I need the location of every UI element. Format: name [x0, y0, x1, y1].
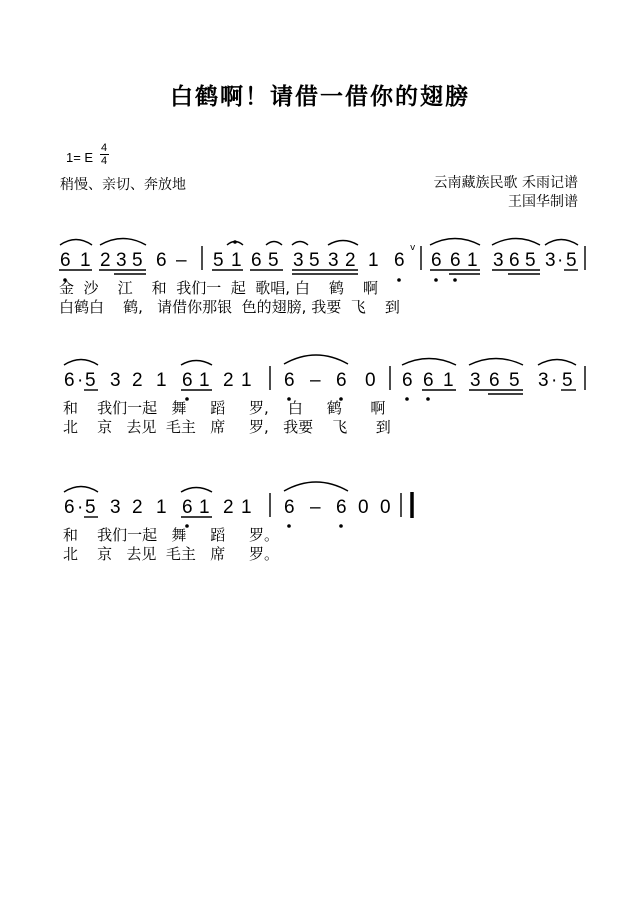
svg-text:6: 6 — [60, 250, 71, 271]
svg-text:0: 0 — [365, 370, 376, 391]
lyric-line: 北 京 去见 毛主 席 罗。 — [63, 545, 280, 563]
svg-text:5: 5 — [268, 250, 279, 271]
svg-text:3: 3 — [116, 250, 127, 271]
svg-text:2: 2 — [132, 497, 143, 518]
svg-text:6: 6 — [336, 370, 347, 391]
svg-text:5: 5 — [525, 250, 536, 271]
key-signature: 1= E — [66, 150, 94, 165]
svg-text:1: 1 — [199, 370, 210, 391]
svg-text:1: 1 — [241, 370, 252, 391]
svg-text:1: 1 — [199, 497, 210, 518]
svg-text:6: 6 — [64, 370, 75, 391]
svg-text:1: 1 — [156, 497, 167, 518]
svg-text:3: 3 — [110, 370, 121, 391]
svg-text:·: · — [557, 250, 564, 271]
svg-text:5: 5 — [509, 370, 520, 391]
svg-text:2: 2 — [223, 497, 234, 518]
svg-text:6: 6 — [489, 370, 500, 391]
svg-text:1: 1 — [80, 250, 91, 271]
svg-text:3: 3 — [110, 497, 121, 518]
svg-text:v: v — [410, 243, 416, 253]
svg-text:5: 5 — [132, 250, 143, 271]
svg-text:6: 6 — [509, 250, 520, 271]
lyric-line: 和 我们一起 舞 蹈 罗。 — [63, 526, 280, 544]
song-title: 白鹤啊！请借一借你的翅膀 — [170, 83, 470, 110]
svg-text:6: 6 — [182, 370, 193, 391]
svg-text:6: 6 — [402, 370, 413, 391]
svg-text:–: – — [310, 370, 321, 391]
svg-text:5: 5 — [562, 370, 573, 391]
svg-text:5: 5 — [309, 250, 320, 271]
svg-text:0: 0 — [358, 497, 369, 518]
lyric-line: 北 京 去见 毛主 席 罗, 我要 飞 到 — [63, 418, 391, 436]
svg-text:2: 2 — [223, 370, 234, 391]
svg-text:6: 6 — [251, 250, 262, 271]
svg-text:3: 3 — [493, 250, 504, 271]
lyric-line: 金 沙 江 和 我们一 起 歌唱, 白 鹤 啊 — [59, 279, 378, 297]
tempo-marking: 稍慢、亲切、奔放地 — [60, 177, 186, 193]
svg-text:5: 5 — [85, 497, 96, 518]
svg-text:5: 5 — [213, 250, 224, 271]
svg-text:3: 3 — [293, 250, 304, 271]
svg-text:–: – — [176, 250, 187, 271]
svg-text:3: 3 — [538, 370, 549, 391]
svg-text:1: 1 — [467, 250, 478, 271]
svg-text:6: 6 — [336, 497, 347, 518]
svg-text:6: 6 — [284, 370, 295, 391]
svg-text:1: 1 — [156, 370, 167, 391]
svg-text:2: 2 — [100, 250, 111, 271]
svg-text:2: 2 — [132, 370, 143, 391]
lyric-line: 和 我们一起 舞 蹈 罗, 白 鹤 啊 — [63, 399, 386, 417]
credit-line-arranger: 云南藏族民歌 禾雨记谱 — [433, 175, 578, 191]
svg-text:–: – — [310, 497, 321, 518]
svg-text:1: 1 — [443, 370, 454, 391]
lyric-line: 白鹤白 鹤, 请借你那银 色的翅膀, 我要 飞 到 — [59, 298, 400, 316]
svg-text:·: · — [77, 370, 84, 391]
svg-text:3: 3 — [328, 250, 339, 271]
svg-text:6: 6 — [156, 250, 167, 271]
time-signature-top: 4 — [100, 142, 108, 154]
svg-text:1: 1 — [368, 250, 379, 271]
svg-text:0: 0 — [380, 497, 391, 518]
time-signature-bottom: 4 — [100, 155, 108, 167]
svg-text:5: 5 — [566, 250, 577, 271]
svg-text:6: 6 — [450, 250, 461, 271]
credit-line-engraver: 王国华制谱 — [508, 194, 578, 210]
svg-text:6: 6 — [423, 370, 434, 391]
svg-text:6: 6 — [182, 497, 193, 518]
svg-text:·: · — [551, 370, 558, 391]
svg-text:3: 3 — [470, 370, 481, 391]
svg-text:3: 3 — [545, 250, 556, 271]
svg-text:6: 6 — [64, 497, 75, 518]
svg-text:5: 5 — [85, 370, 96, 391]
svg-text:·: · — [77, 497, 84, 518]
svg-text:2: 2 — [345, 250, 356, 271]
svg-text:6: 6 — [431, 250, 442, 271]
svg-text:1: 1 — [241, 497, 252, 518]
svg-text:6: 6 — [394, 250, 405, 271]
svg-text:6: 6 — [284, 497, 295, 518]
svg-text:1: 1 — [231, 250, 242, 271]
